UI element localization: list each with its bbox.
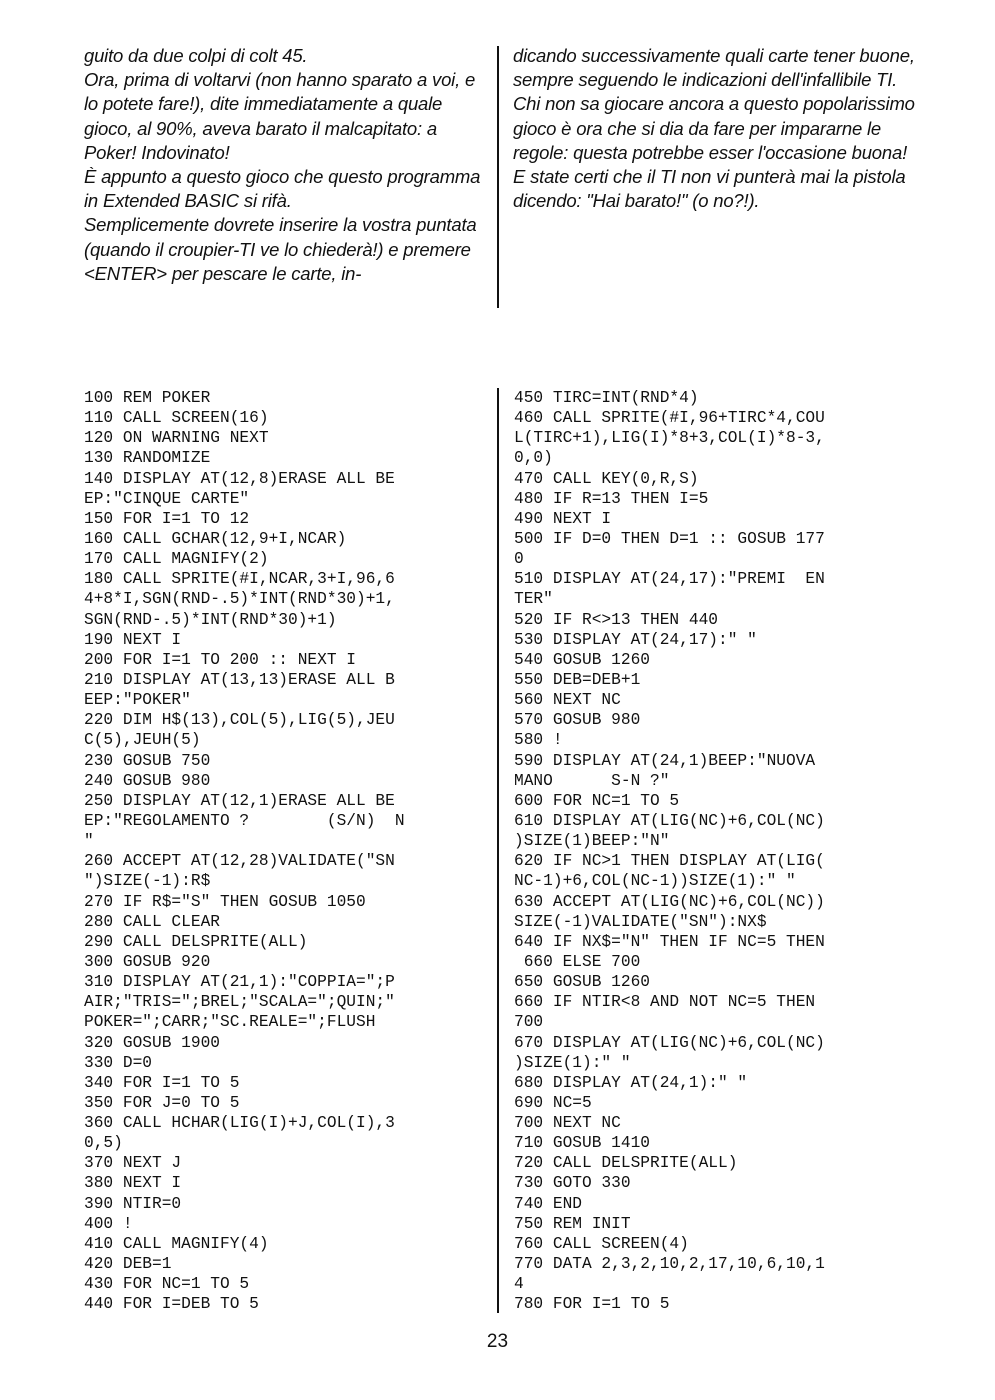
code-line: 660 IF NTIR<8 AND NOT NC=5 THEN xyxy=(514,993,816,1012)
code-line: 420 DEB=1 xyxy=(84,1255,172,1274)
prose-column-left xyxy=(84,44,484,286)
code-line: 410 CALL MAGNIFY(4) xyxy=(84,1234,269,1253)
page-number: 23 xyxy=(486,1331,509,1352)
code-line: 120 ON WARNING NEXT xyxy=(84,429,269,448)
code-line: 560 NEXT NC xyxy=(514,691,621,710)
code-line: 330 D=0 xyxy=(84,1053,152,1072)
code-line: 190 NEXT I xyxy=(84,630,182,649)
code-line: 570 GOSUB 980 xyxy=(514,711,641,730)
code-line: L(TIRC+1),LIG(I)*8+3,COL(I)*8-3, xyxy=(514,429,825,448)
code-line: 650 GOSUB 1260 xyxy=(514,973,650,992)
code-line: 280 CALL CLEAR xyxy=(84,912,220,931)
code-line: 4+8*I,SGN(RND-.5)*INT(RND*30)+1, xyxy=(84,590,395,609)
code-line: 400 ! xyxy=(84,1214,133,1233)
code-line: 240 GOSUB 980 xyxy=(84,771,211,790)
code-line: 110 CALL SCREEN(16) xyxy=(84,409,269,428)
code-line: 690 NC=5 xyxy=(514,1093,592,1112)
code-line: 170 CALL MAGNIFY(2) xyxy=(84,550,269,569)
code-line: 770 DATA 2,3,2,10,2,17,10,6,10,1 xyxy=(514,1255,825,1274)
code-line: 660 ELSE 700 xyxy=(514,952,641,971)
code-line: 350 FOR J=0 TO 5 xyxy=(84,1093,240,1112)
code-line: 270 IF R$="S" THEN GOSUB 1050 xyxy=(84,892,366,911)
code-line: 440 FOR I=DEB TO 5 xyxy=(84,1295,259,1314)
code-line: 320 GOSUB 1900 xyxy=(84,1033,220,1052)
code-line: 290 CALL DELSPRITE(ALL) xyxy=(84,932,308,951)
code-line: 700 NEXT NC xyxy=(514,1114,621,1133)
code-line: 260 ACCEPT AT(12,28)VALIDATE("SN xyxy=(84,852,395,871)
code-line: 750 REM INIT xyxy=(514,1214,631,1233)
code-line: ")SIZE(-1):R$ xyxy=(84,872,211,891)
code-line: 740 END xyxy=(514,1194,582,1213)
column-divider-top xyxy=(497,46,499,308)
code-line: 200 FOR I=1 TO 200 :: NEXT I xyxy=(84,650,356,669)
code-line: 220 DIM H$(13),COL(5),LIG(5),JEU xyxy=(84,711,395,730)
code-line: 480 IF R=13 THEN I=5 xyxy=(514,489,709,508)
code-line: 590 DISPLAY AT(24,1)BEEP:"NUOVA xyxy=(514,751,816,770)
code-line: EEP:"POKER" xyxy=(84,691,191,710)
code-line: 730 GOTO 330 xyxy=(514,1174,631,1193)
code-line: SIZE(-1)VALIDATE("SN"):NX$ xyxy=(514,912,767,931)
code-line: 0,0) xyxy=(514,449,553,468)
prose-paragraph: Semplicemente dovrete inserire la vostra puntata (quando il croupier-TI ve lo chiederà!) e premere <ENTER> per pescare le carte, in- xyxy=(84,214,477,284)
code-line: 0,5) xyxy=(84,1134,123,1153)
code-line: TER" xyxy=(514,590,553,609)
code-line: AIR;"TRIS=";BREL;"SCALA=";QUIN;" xyxy=(84,993,395,1012)
code-listing-left xyxy=(84,388,405,1314)
prose-column-right xyxy=(513,44,923,213)
code-line: 380 NEXT I xyxy=(84,1174,182,1193)
code-line: POKER=";CARR;"SC.REALE=";FLUSH xyxy=(84,1013,376,1032)
code-line: 550 DEB=DEB+1 xyxy=(514,670,641,689)
code-line: 520 IF R<>13 THEN 440 xyxy=(514,610,718,629)
code-line: 180 CALL SPRITE(#I,NCAR,3+I,96,6 xyxy=(84,570,395,589)
code-line: 300 GOSUB 920 xyxy=(84,952,211,971)
code-line: 230 GOSUB 750 xyxy=(84,751,211,770)
code-line: 150 FOR I=1 TO 12 xyxy=(84,509,250,528)
code-line: EP:"REGOLAMENTO ? (S/N) N xyxy=(84,811,405,830)
code-line: NC-1)+6,COL(NC-1))SIZE(1):" " xyxy=(514,872,796,891)
code-line: 250 DISPLAY AT(12,1)ERASE ALL BE xyxy=(84,791,395,810)
code-line: 720 CALL DELSPRITE(ALL) xyxy=(514,1154,738,1173)
code-line: 630 ACCEPT AT(LIG(NC)+6,COL(NC)) xyxy=(514,892,825,911)
code-line: 780 FOR I=1 TO 5 xyxy=(514,1295,670,1314)
code-line: 430 FOR NC=1 TO 5 xyxy=(84,1275,250,1294)
code-line: 390 NTIR=0 xyxy=(84,1194,182,1213)
prose-paragraph: Ora, prima di voltarvi (non hanno sparato a voi, e lo potete fare!), dite immediatamente a quale gioco, al 90%, aveva barato il malcapitato: a Poker! Indovinato! xyxy=(84,69,476,163)
prose-paragraph: E state certi che il TI non vi punterà mai la pistola dicendo: "Hai barato!" (o no?!). xyxy=(513,166,906,212)
code-line: 490 NEXT I xyxy=(514,509,612,528)
code-line: SGN(RND-.5)*INT(RND*30)+1) xyxy=(84,610,337,629)
code-line: 4 xyxy=(514,1275,524,1294)
code-line: 530 DISPLAY AT(24,17):" " xyxy=(514,630,757,649)
code-line: 460 CALL SPRITE(#I,96+TIRC*4,COU xyxy=(514,409,825,428)
code-line: 580 ! xyxy=(514,731,563,750)
code-line: 370 NEXT J xyxy=(84,1154,182,1173)
code-line: 310 DISPLAY AT(21,1):"COPPIA=";P xyxy=(84,973,395,992)
code-line: 670 DISPLAY AT(LIG(NC)+6,COL(NC) xyxy=(514,1033,825,1052)
code-line: C(5),JEUH(5) xyxy=(84,731,201,750)
code-line: " xyxy=(84,832,94,851)
code-line: 610 DISPLAY AT(LIG(NC)+6,COL(NC) xyxy=(514,811,825,830)
code-line: 100 REM POKER xyxy=(84,389,211,407)
code-line: 0 xyxy=(514,550,524,569)
code-line: 140 DISPLAY AT(12,8)ERASE ALL BE xyxy=(84,469,395,488)
prose-paragraph: guito da due colpi di colt 45. xyxy=(84,45,308,66)
code-line: MANO S-N ?" xyxy=(514,771,670,790)
code-line: 340 FOR I=1 TO 5 xyxy=(84,1073,240,1092)
code-line: 540 GOSUB 1260 xyxy=(514,650,650,669)
code-line: 450 TIRC=INT(RND*4) xyxy=(514,389,699,407)
code-line: 680 DISPLAY AT(24,1):" " xyxy=(514,1073,748,1092)
code-line: 210 DISPLAY AT(13,13)ERASE ALL B xyxy=(84,670,395,689)
code-line: 600 FOR NC=1 TO 5 xyxy=(514,791,680,810)
code-line: 760 CALL SCREEN(4) xyxy=(514,1234,689,1253)
code-line: 510 DISPLAY AT(24,17):"PREMI EN xyxy=(514,570,825,589)
code-listing-right xyxy=(514,388,825,1314)
code-line: 130 RANDOMIZE xyxy=(84,449,211,468)
code-line: )SIZE(1)BEEP:"N" xyxy=(514,832,670,851)
code-line: 500 IF D=0 THEN D=1 :: GOSUB 177 xyxy=(514,529,825,548)
prose-paragraph: È appunto a questo gioco che questo programma in Extended BASIC si rifà. xyxy=(84,166,481,212)
code-line: 710 GOSUB 1410 xyxy=(514,1134,650,1153)
column-divider-bottom xyxy=(497,388,499,1313)
prose-paragraph: Chi non sa giocare ancora a questo popolarissimo gioco è ora che si dia da fare per impararne le regole: questa potrebbe esser l'occasione buona! xyxy=(513,93,915,163)
code-line: 640 IF NX$="N" THEN IF NC=5 THEN xyxy=(514,932,825,951)
code-line: 470 CALL KEY(0,R,S) xyxy=(514,469,699,488)
code-line: )SIZE(1):" " xyxy=(514,1053,631,1072)
code-line: 360 CALL HCHAR(LIG(I)+J,COL(I),3 xyxy=(84,1114,395,1133)
code-line: 620 IF NC>1 THEN DISPLAY AT(LIG( xyxy=(514,852,825,871)
prose-paragraph: dicando successivamente quali carte tener buone, sempre seguendo le indicazioni dell'infallibile TI. xyxy=(513,45,915,91)
code-line: 160 CALL GCHAR(12,9+I,NCAR) xyxy=(84,529,347,548)
code-line: EP:"CINQUE CARTE" xyxy=(84,489,250,508)
code-line: 700 xyxy=(514,1013,544,1032)
